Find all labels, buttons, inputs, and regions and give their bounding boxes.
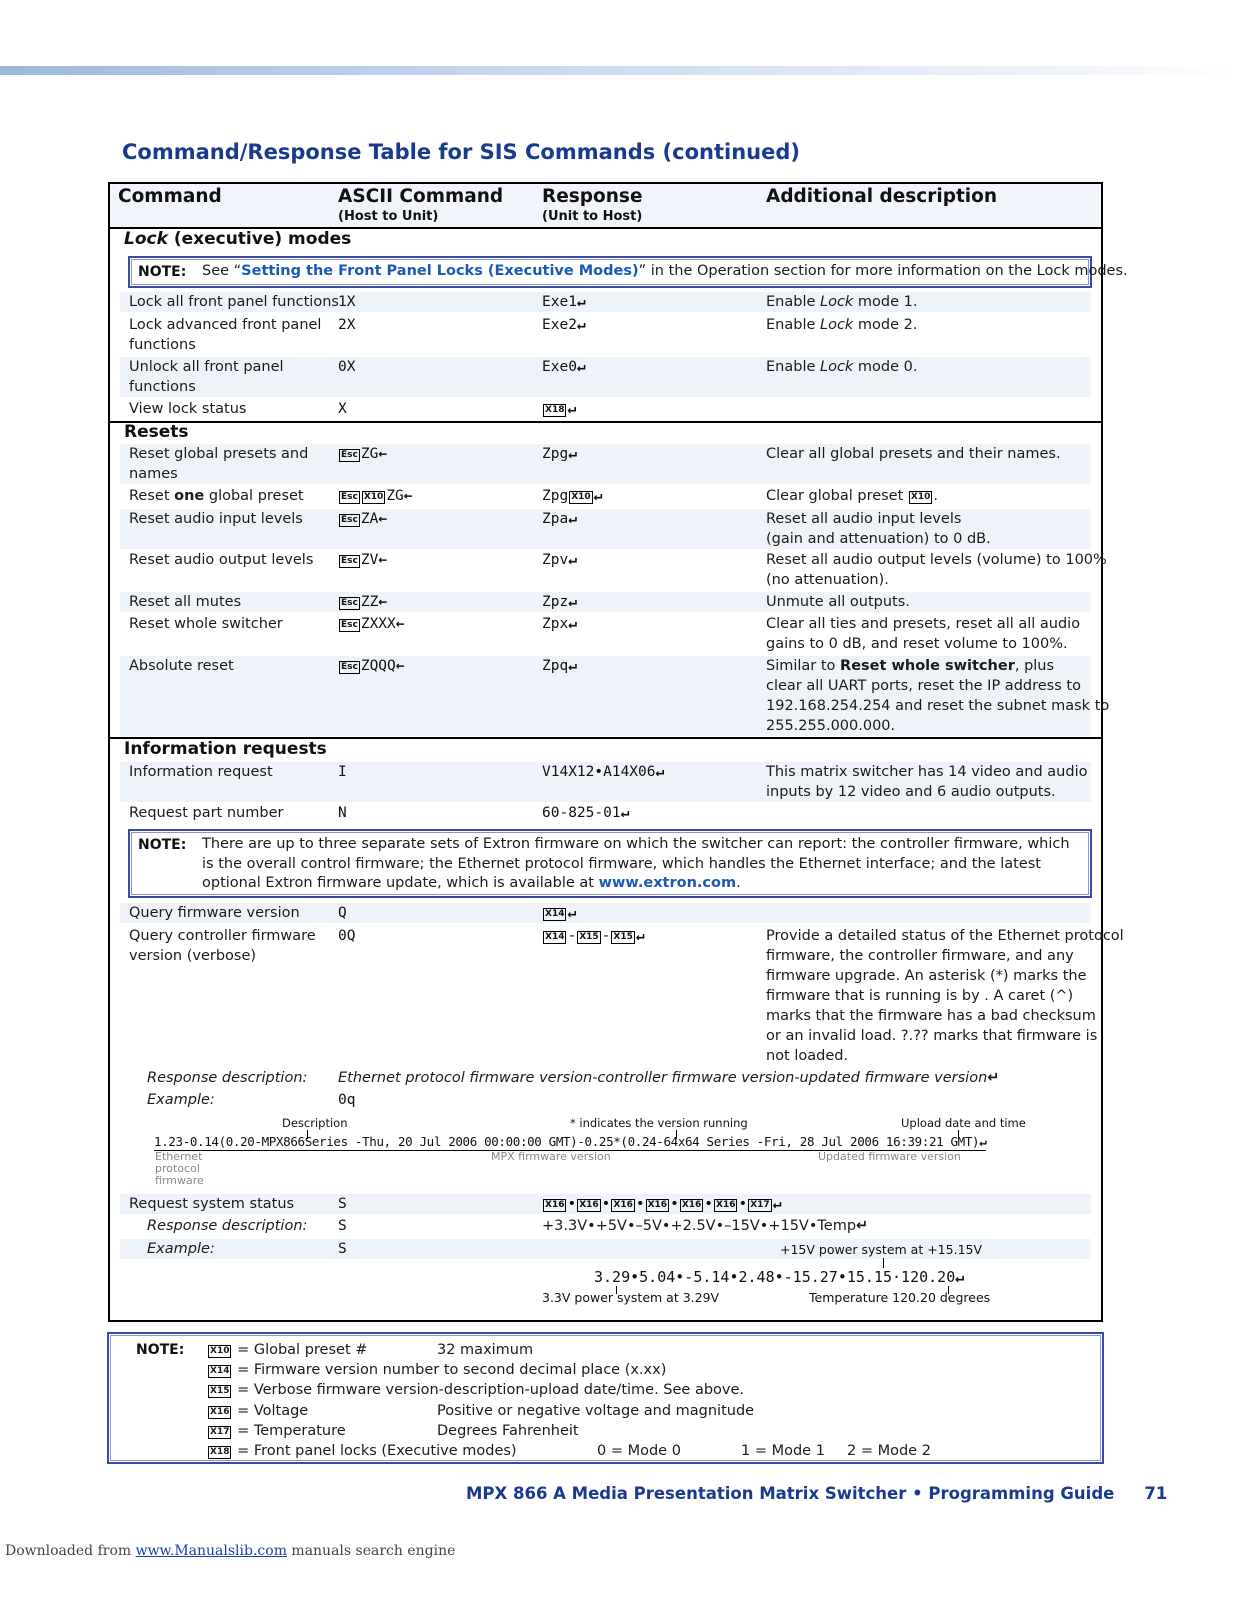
row-shade xyxy=(120,592,1091,612)
legend-item-x18: X18 = Front panel locks (Executive modes) xyxy=(210,1443,517,1459)
info-r4-desc-4: marks that the firmware has a bad checksum xyxy=(766,1008,1096,1024)
reset-r4-desc-a: Reset all audio output levels (volume) to 100% xyxy=(766,552,1107,568)
manualslib-link[interactable]: www.Manualslib.com xyxy=(135,1543,287,1559)
info-r3-cmd: Query firmware version xyxy=(129,905,300,921)
header-additional: Additional description xyxy=(766,186,998,207)
sis-command-table xyxy=(108,182,1128,1322)
legend-item-x17-extra: Degrees Fahrenheit xyxy=(437,1423,579,1439)
reset-r3-desc-a: Reset all audio input levels xyxy=(766,511,962,527)
section-info-title: Information requests xyxy=(124,739,327,759)
info-note xyxy=(128,829,1092,898)
info-r3-resp: X14 ↵ xyxy=(545,905,577,921)
lock-r3-desc: Enable Lock mode 0. xyxy=(766,359,918,375)
legend-item-x18-mode0: 0 = Mode 0 xyxy=(597,1443,681,1459)
esc-key-icon: Esc xyxy=(341,662,358,672)
r5-example-15v-label: +15V power system at +15.15V xyxy=(780,1242,983,1257)
info-r1-desc-a: This matrix switcher has 14 video and audio xyxy=(766,764,1088,780)
info-r5-resp: X16 • X16 • X16 • X16 • X16 • X16 • X17 ↵ xyxy=(545,1196,782,1212)
info-r5-cmd: Request system status xyxy=(129,1196,295,1212)
r5-example-label: Example: xyxy=(147,1241,215,1257)
reset-r7-ascii: Esc ZQQQ← xyxy=(341,658,405,674)
example-label: Example: xyxy=(147,1092,215,1108)
lock-r1-cmd: Lock all front panel functions xyxy=(129,294,339,310)
return-icon: ↵ xyxy=(576,294,586,310)
reset-r1-cmd-b: names xyxy=(129,466,178,482)
example-cmd: 0q xyxy=(338,1092,356,1108)
reset-r2-ascii: Esc X10 ZG← xyxy=(341,488,413,504)
reset-r2-cmd: Reset one global preset xyxy=(129,488,304,504)
info-r1-desc-b: inputs by 12 video and 6 audio outputs. xyxy=(766,784,1056,800)
section-rule xyxy=(110,421,1101,423)
reset-r1-ascii: Esc ZG← xyxy=(341,446,388,462)
page-title: Command/Response Table for SIS Commands (continued) xyxy=(122,140,800,164)
lock-r2-ascii: 2X xyxy=(338,317,356,333)
return-icon: ↵ xyxy=(593,488,603,504)
var-box: X18 xyxy=(545,405,565,415)
diag-eth-label-2: firmware xyxy=(155,1174,204,1187)
legend-item-x10: X10 = Global preset # xyxy=(210,1342,368,1358)
r5-example-temp-label: Temperature 120.20 degrees xyxy=(809,1290,991,1305)
lock-r3-ascii: 0X xyxy=(338,359,356,375)
legend-note xyxy=(107,1332,1104,1464)
info-r4-desc-6: not loaded. xyxy=(766,1048,849,1064)
diag-eth-label-0: Ethernet xyxy=(155,1150,203,1163)
esc-key-icon: Esc xyxy=(341,556,358,566)
reset-r7-resp: Zpq↵ xyxy=(542,658,577,674)
return-icon: ↵ xyxy=(568,446,577,462)
return-icon: ↵ xyxy=(635,928,645,944)
reset-r2-desc: Clear global preset X10 . xyxy=(766,488,938,504)
r5-resp-desc: +3.3V•+5V•–5V•+2.5V•–15V•+15V•Temp↵ xyxy=(542,1218,869,1234)
reset-r6-cmd: Reset whole switcher xyxy=(129,616,283,632)
reset-r4-ascii: Esc ZV← xyxy=(341,552,388,568)
resp-desc-label: Response description: xyxy=(147,1070,308,1086)
r5-example-33v-label: 3.3V power system at 3.29V xyxy=(542,1290,720,1305)
page-footer: MPX 866 A Media Presentation Matrix Switcher • Programming Guide 71 xyxy=(466,1484,1168,1503)
reset-r6-desc-b: gains to 0 dB, and reset volume to 100%. xyxy=(766,636,1068,652)
esc-key-icon: Esc xyxy=(341,450,358,460)
reset-r5-resp: Zpz↵ xyxy=(542,594,577,610)
note-text: See “Setting the Front Panel Locks (Executive Modes)” in the Operation section for more information on the Lock modes. xyxy=(202,263,1128,279)
reset-r7-desc-a: Similar to Reset whole switcher, plus xyxy=(766,658,1055,674)
legend-item-x16: X16 = Voltage xyxy=(210,1403,309,1419)
lock-r3-cmd-b: functions xyxy=(129,379,196,395)
info-r1-cmd: Information request xyxy=(129,764,273,780)
r5-example-string: 3.29•5.04•-5.14•2.48•-15.27•15.15·120.20↵ xyxy=(594,1268,965,1286)
diag-eth-label-1: protocol xyxy=(155,1162,200,1175)
info-r4-cmd-b: version (verbose) xyxy=(129,948,257,964)
info-r4-desc-2: firmware upgrade. An asterisk (*) marks the xyxy=(766,968,1087,984)
reset-r4-desc-b: (no attenuation). xyxy=(766,572,889,588)
note-label: NOTE: xyxy=(138,837,187,853)
return-icon: ↵ xyxy=(568,658,577,674)
esc-key-icon: Esc xyxy=(341,598,358,608)
info-r4-desc-0: Provide a detailed status of the Ethernet protocol xyxy=(766,928,1124,944)
legend-item-x16-extra: Positive or negative voltage and magnitude xyxy=(437,1403,755,1419)
reset-r7-desc-d: 255.255.000.000. xyxy=(766,718,896,734)
top-gradient-bar xyxy=(0,66,1237,75)
diag-firmware-string: 1.23-0.14(0.20-MPX866Series -Thu, 20 Jul 2006 00:00:00 GMT)-0.25*(0.24-64x64 Series -Fri, 28 Jul 2006 16:39:21 GMT)↵ xyxy=(154,1134,987,1149)
return-icon: ↵ xyxy=(620,805,630,821)
diag-upd-label: Updated firmware version xyxy=(818,1150,961,1163)
reset-r5-desc: Unmute all outputs. xyxy=(766,594,910,610)
lock-r2-cmd-a: Lock advanced front panel xyxy=(129,317,322,333)
info-r2-resp: 60-825-01↵ xyxy=(542,805,630,821)
reset-r5-cmd: Reset all mutes xyxy=(129,594,242,610)
reset-r1-cmd-a: Reset global presets and xyxy=(129,446,309,462)
section-resets-title: Resets xyxy=(124,422,189,442)
header-response: Response xyxy=(542,186,643,207)
info-r1-ascii: I xyxy=(338,764,347,780)
reset-r4-cmd: Reset audio output levels xyxy=(129,552,314,568)
header-command: Command xyxy=(118,186,222,207)
reset-r3-cmd: Reset audio input levels xyxy=(129,511,303,527)
lock-r1-ascii: 1X xyxy=(338,294,356,310)
header-ascii: ASCII Command xyxy=(338,186,504,207)
return-icon: ↵ xyxy=(772,1196,782,1212)
reset-r3-resp: Zpa↵ xyxy=(542,511,577,527)
info-r4-desc-5: or an invalid load. ?.?? marks that firmware is xyxy=(766,1028,1098,1044)
return-icon: ↵ xyxy=(568,616,577,632)
reset-r6-resp: Zpx↵ xyxy=(542,616,577,632)
reset-r7-desc-b: clear all UART ports, reset the IP address to xyxy=(766,678,1081,694)
lock-r4-cmd: View lock status xyxy=(129,401,247,417)
legend-item-x18-mode2: 2 = Mode 2 xyxy=(847,1443,931,1459)
download-line: Downloaded from www.Manualslib.com manuals search engine xyxy=(5,1543,456,1559)
info-r4-cmd-a: Query controller firmware xyxy=(129,928,316,944)
reset-r2-resp: Zpg X10 ↵ xyxy=(542,488,603,504)
r5-resp-ascii: S xyxy=(338,1218,347,1234)
lock-r2-resp: Exe2↵ xyxy=(542,317,586,333)
info-r2-cmd: Request part number xyxy=(129,805,284,821)
info-r4-desc-3: firmware that is running is by . A caret (^) xyxy=(766,988,1074,1004)
reset-r5-ascii: Esc ZZ← xyxy=(341,594,388,610)
lock-r1-resp: Exe1↵ xyxy=(542,294,586,310)
lock-note xyxy=(128,256,1128,288)
legend-item-x18-mode1: 1 = Mode 1 xyxy=(741,1443,825,1459)
info-r1-resp: V14X12•A14X06↵ xyxy=(542,764,665,780)
return-icon: ↵ xyxy=(568,511,577,527)
header-response-sub: (Unit to Host) xyxy=(542,209,643,224)
legend-note-label: NOTE: xyxy=(136,1342,185,1358)
return-icon: ↵ xyxy=(987,1070,1000,1086)
reset-r4-resp: Zpv↵ xyxy=(542,552,577,568)
return-icon: ↵ xyxy=(567,905,577,921)
diag-star-label: * indicates the version running xyxy=(570,1116,748,1130)
lock-r3-cmd-a: Unlock all front panel xyxy=(129,359,284,375)
legend-item-x17: X17 = Temperature xyxy=(210,1423,346,1439)
r5-resp-label: Response description: xyxy=(147,1218,308,1234)
diag-mpx-label: MPX firmware version xyxy=(491,1150,611,1163)
header-ascii-sub: (Host to Unit) xyxy=(338,209,439,224)
return-icon: ↵ xyxy=(568,552,577,568)
reset-r6-ascii: Esc ZXXX← xyxy=(341,616,405,632)
info-r5-ascii: S xyxy=(338,1196,347,1212)
return-icon: ↵ xyxy=(576,359,586,375)
return-icon: ↵ xyxy=(567,401,577,417)
return-icon: ↵ xyxy=(655,764,665,780)
return-icon: ↵ xyxy=(856,1218,869,1234)
return-icon: ↵ xyxy=(568,594,577,610)
reset-r3-ascii: Esc ZA← xyxy=(341,511,388,527)
note-label: NOTE: xyxy=(138,264,187,280)
legend-item-x14: X14 = Firmware version number to second decimal place (x.xx) xyxy=(210,1362,667,1378)
esc-key-icon: Esc xyxy=(341,515,358,525)
page-number: 71 xyxy=(1144,1484,1168,1503)
diag-description-label: Description xyxy=(282,1116,348,1130)
note-text: There are up to three separate sets of Extron firmware on which the switcher can report: the controller firmware, which is the overall control firmware; the Ethernet protocol firmware, which handles the Ethernet interface; and the latest optional Extron firmware update, which is available at www.extron.com. xyxy=(202,836,1070,891)
resp-desc-text: Ethernet protocol firmware version-controller firmware version-updated firmware version↵ xyxy=(338,1070,1000,1086)
r5-example-ascii: S xyxy=(338,1241,347,1257)
lock-r2-desc: Enable Lock mode 2. xyxy=(766,317,918,333)
note-link[interactable]: Setting the Front Panel Locks (Executive Modes) xyxy=(241,263,639,279)
section-lock-title: Lock (executive) modes xyxy=(124,229,352,249)
reset-r7-cmd: Absolute reset xyxy=(129,658,234,674)
lock-r4-ascii: X xyxy=(338,401,347,417)
reset-r1-resp: Zpg↵ xyxy=(542,446,577,462)
reset-r3-desc-b: (gain and attenuation) to 0 dB. xyxy=(766,531,991,547)
info-r4-ascii: 0Q xyxy=(338,928,356,944)
info-r2-ascii: N xyxy=(338,805,347,821)
info-r3-ascii: Q xyxy=(338,905,347,921)
lock-r1-desc: Enable Lock mode 1. xyxy=(766,294,918,310)
esc-key-icon: Esc xyxy=(341,492,358,502)
reset-r1-desc: Clear all global presets and their names. xyxy=(766,446,1061,462)
reset-r6-desc-a: Clear all ties and presets, reset all all audio xyxy=(766,616,1081,632)
extron-link[interactable]: www.extron.com xyxy=(598,875,737,891)
diag-upload-label: Upload date and time xyxy=(901,1116,1026,1130)
lock-r3-resp: Exe0↵ xyxy=(542,359,586,375)
return-icon: ↵ xyxy=(576,317,586,333)
info-r4-desc-1: firmware, the controller firmware, and any xyxy=(766,948,1074,964)
legend-item-x15: X15 = Verbose firmware version-description-upload date/time. See above. xyxy=(210,1382,745,1398)
esc-key-icon: Esc xyxy=(341,620,358,630)
lock-r2-cmd-b: functions xyxy=(129,337,196,353)
reset-r7-desc-c: 192.168.254.254 and reset the subnet mask to xyxy=(766,698,1110,714)
info-r4-resp: X14 - X15 - X15 ↵ xyxy=(545,928,645,944)
legend-item-x10-extra: 32 maximum xyxy=(437,1342,534,1358)
lock-r4-resp xyxy=(542,399,576,419)
